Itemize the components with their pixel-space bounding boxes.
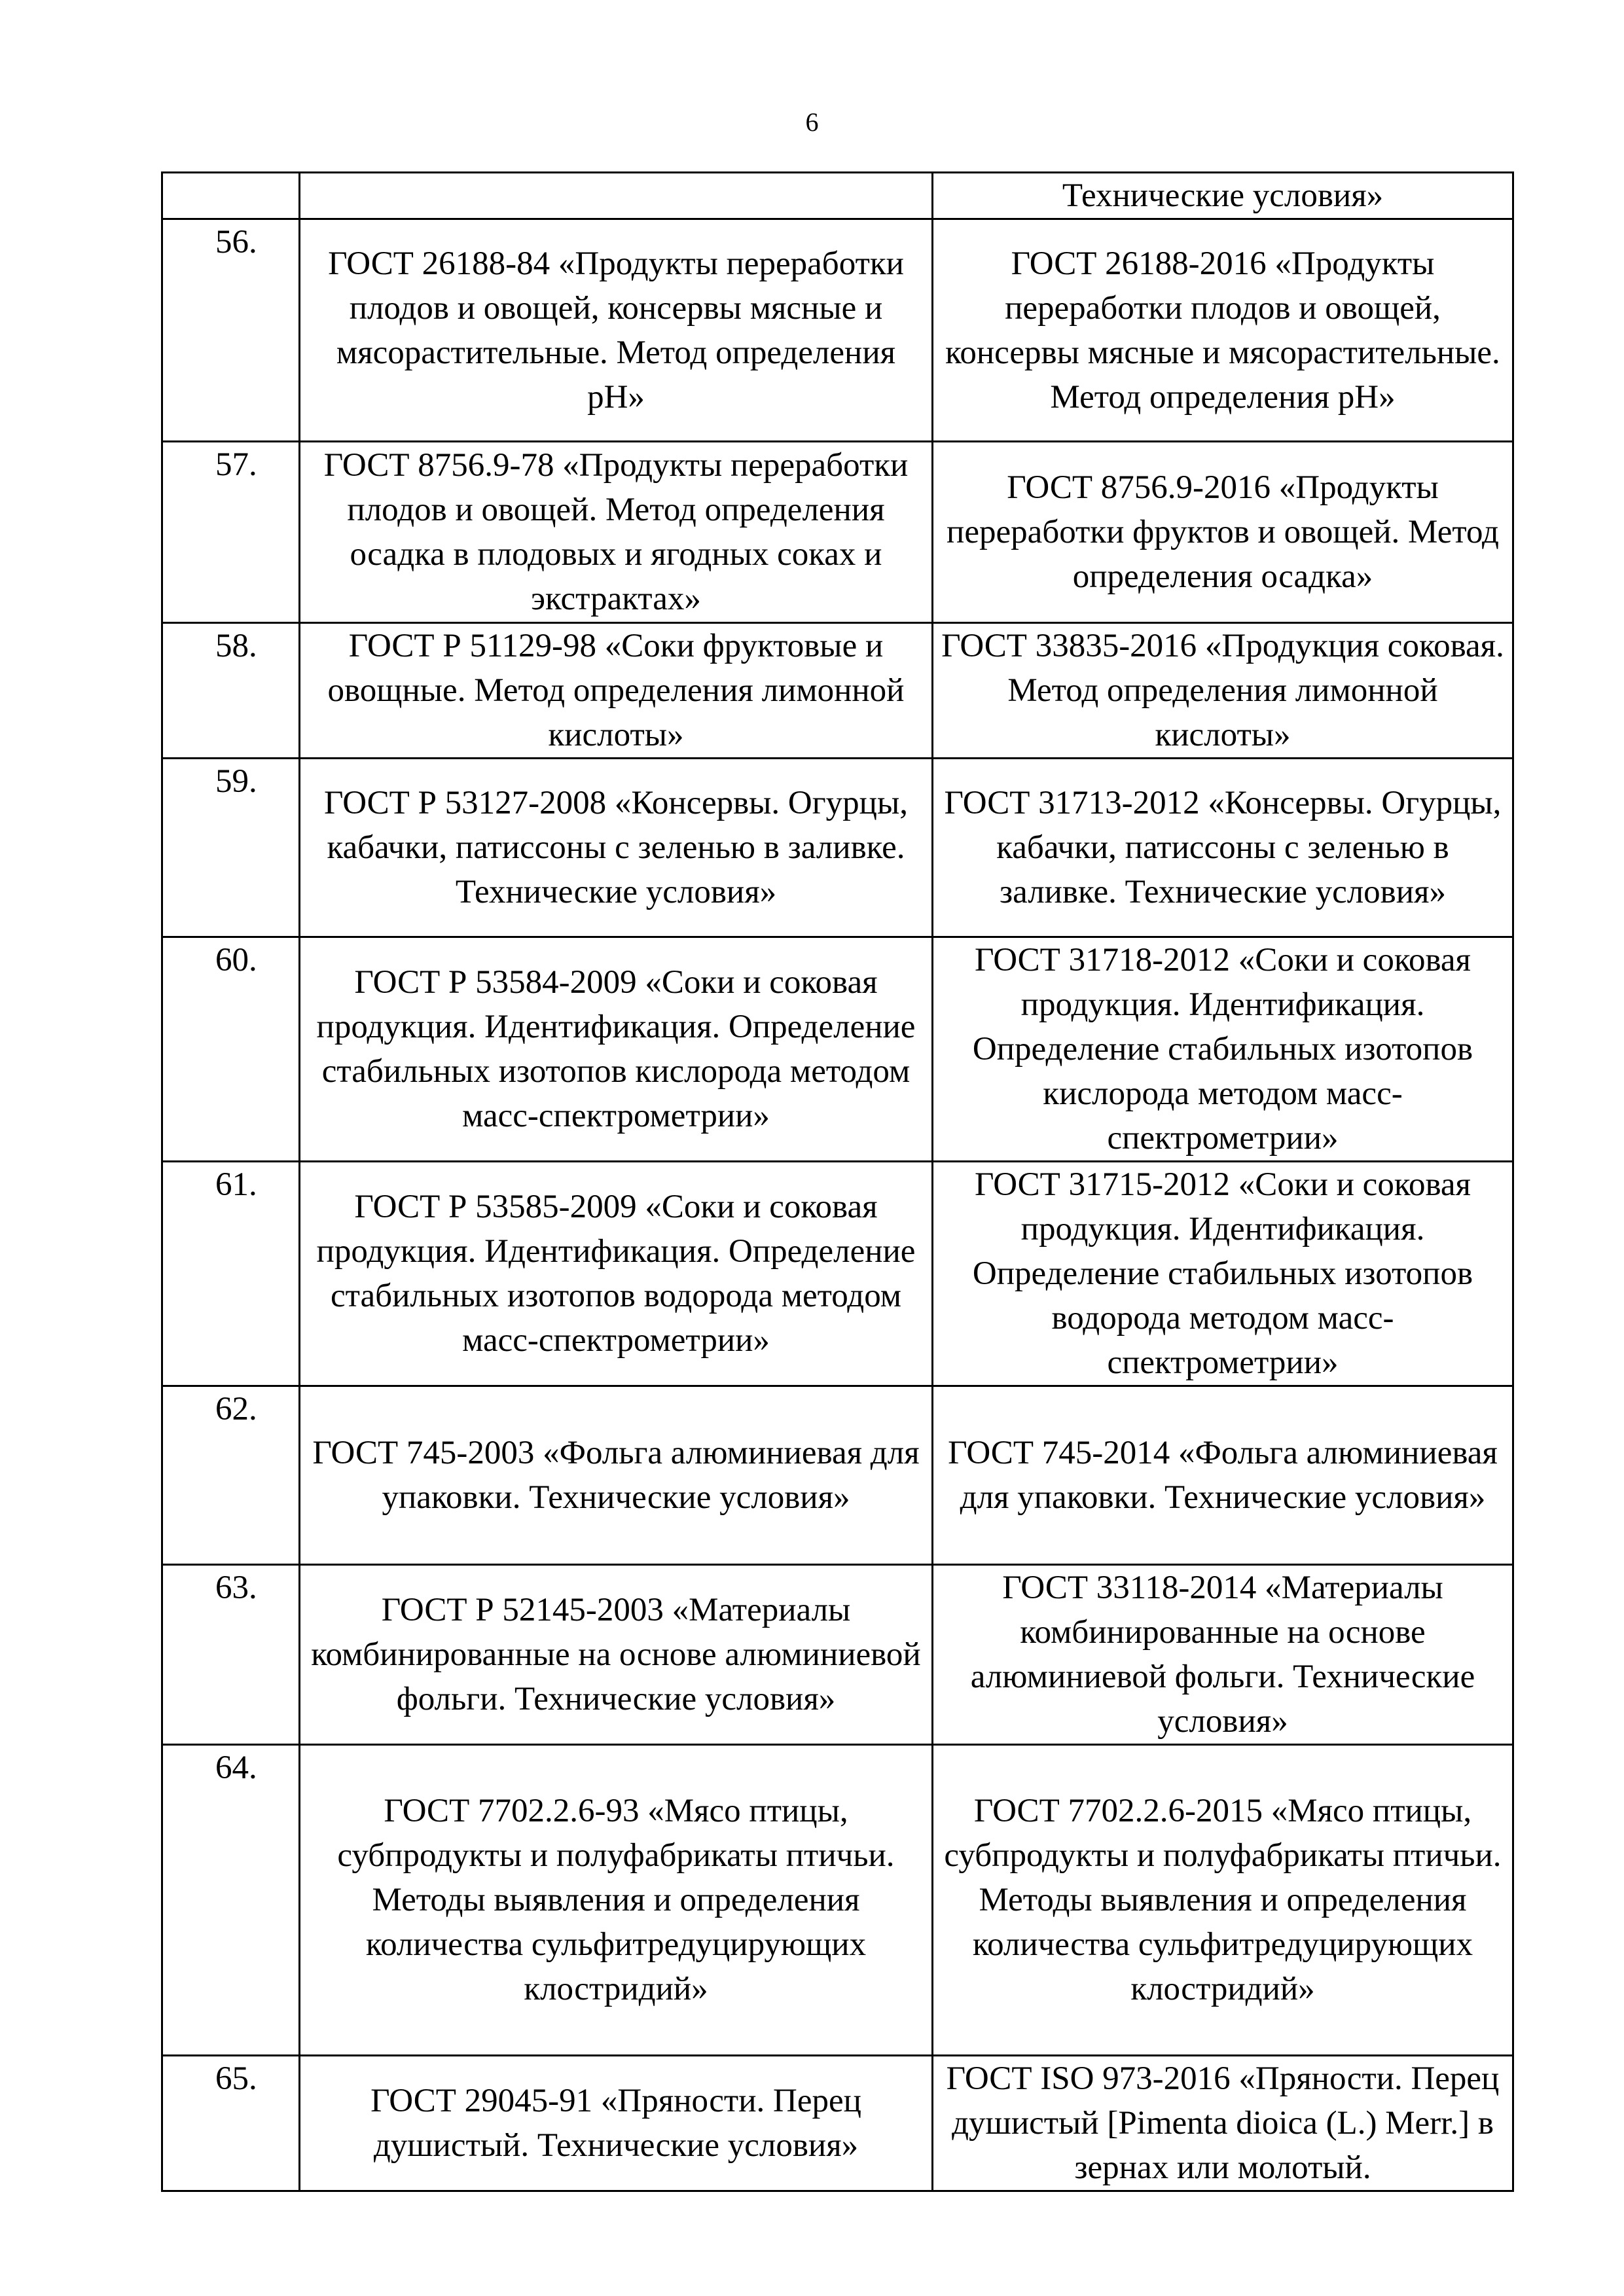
old-standard: ГОСТ Р 51129-98 «Соки фруктовые и овощные. Метод определения лимонной кислоты» bbox=[300, 623, 933, 759]
old-standard: ГОСТ 26188-84 «Продукты переработки плодов и овощей, консервы мясные и мясорастительные. Метод определения pH» bbox=[300, 219, 933, 442]
new-standard: ГОСТ 7702.2.6-2015 «Мясо птицы, субпродукты и полуфабрикаты птичьи. Методы выявления и определения количества сульфитредуцирующих клостридий» bbox=[933, 1745, 1513, 2056]
table-row-continuation bbox=[162, 173, 1513, 219]
table-row bbox=[162, 623, 1513, 759]
row-number: 57. bbox=[162, 442, 300, 623]
table-row bbox=[162, 759, 1513, 937]
row-number: 56. bbox=[162, 219, 300, 442]
new-standard: Технические условия» bbox=[933, 173, 1513, 219]
new-standard: ГОСТ 33118-2014 «Материалы комбинированные на основе алюминиевой фольги. Технические условия» bbox=[933, 1565, 1513, 1745]
table-row bbox=[162, 442, 1513, 623]
new-standard: ГОСТ ISO 973-2016 «Пряности. Перец душистый [Pimenta dioica (L.) Merr.] в зернах или молотый. bbox=[933, 2056, 1513, 2191]
table-row bbox=[162, 219, 1513, 442]
table-row bbox=[162, 1745, 1513, 2056]
new-standard: ГОСТ 31718-2012 «Соки и соковая продукция. Идентификация. Определение стабильных изотопов кислорода методом масс- спектрометрии» bbox=[933, 937, 1513, 1162]
old-standard: ГОСТ Р 53127-2008 «Консервы. Огурцы, кабачки, патиссоны с зеленью в заливке. Технические условия» bbox=[300, 759, 933, 937]
old-standard: ГОСТ Р 53584-2009 «Соки и соковая продукция. Идентификация. Определение стабильных изотопов кислорода методом масс-спектрометрии» bbox=[300, 937, 933, 1162]
new-standard: ГОСТ 745-2014 «Фольга алюминиевая для упаковки. Технические условия» bbox=[933, 1386, 1513, 1565]
row-number: 64. bbox=[162, 1745, 300, 2056]
table-row bbox=[162, 937, 1513, 1162]
row-number bbox=[162, 173, 300, 219]
old-standard: ГОСТ Р 52145-2003 «Материалы комбинированные на основе алюминиевой фольги. Технические условия» bbox=[300, 1565, 933, 1745]
page-number: 6 bbox=[805, 107, 819, 137]
table-row bbox=[162, 1162, 1513, 1386]
old-standard: ГОСТ 7702.2.6-93 «Мясо птицы, субпродукты и полуфабрикаты птичьи. Методы выявления и определения количества сульфитредуцирующих клостридий» bbox=[300, 1745, 933, 2056]
new-standard: ГОСТ 31713-2012 «Консервы. Огурцы, кабачки, патиссоны с зеленью в заливке. Технические условия» bbox=[933, 759, 1513, 937]
row-number: 62. bbox=[162, 1386, 300, 1565]
gost-replacement-table bbox=[161, 171, 1514, 2192]
row-number: 59. bbox=[162, 759, 300, 937]
table-row bbox=[162, 1565, 1513, 1745]
old-standard: ГОСТ 745-2003 «Фольга алюминиевая для упаковки. Технические условия» bbox=[300, 1386, 933, 1565]
row-number: 63. bbox=[162, 1565, 300, 1745]
table-row bbox=[162, 1386, 1513, 1565]
old-standard: ГОСТ 8756.9-78 «Продукты переработки плодов и овощей. Метод определения осадка в плодовых и ягодных соках и экстрактах» bbox=[300, 442, 933, 623]
old-standard: ГОСТ Р 53585-2009 «Соки и соковая продукция. Идентификация. Определение стабильных изотопов водорода методом масс-спектрометрии» bbox=[300, 1162, 933, 1386]
old-standard bbox=[300, 173, 933, 219]
row-number: 58. bbox=[162, 623, 300, 759]
row-number: 61. bbox=[162, 1162, 300, 1386]
new-standard: ГОСТ 33835-2016 «Продукция соковая. Метод определения лимонной кислоты» bbox=[933, 623, 1513, 759]
table-row bbox=[162, 2056, 1513, 2191]
old-standard: ГОСТ 29045-91 «Пряности. Перец душистый. Технические условия» bbox=[300, 2056, 933, 2191]
row-number: 60. bbox=[162, 937, 300, 1162]
row-number: 65. bbox=[162, 2056, 300, 2191]
new-standard: ГОСТ 31715-2012 «Соки и соковая продукция. Идентификация. Определение стабильных изотопов водорода методом масс- спектрометрии» bbox=[933, 1162, 1513, 1386]
new-standard: ГОСТ 8756.9-2016 «Продукты переработки фруктов и овощей. Метод определения осадка» bbox=[933, 442, 1513, 623]
new-standard: ГОСТ 26188-2016 «Продукты переработки плодов и овощей, консервы мясные и мясорастительные. Метод определения pH» bbox=[933, 219, 1513, 442]
